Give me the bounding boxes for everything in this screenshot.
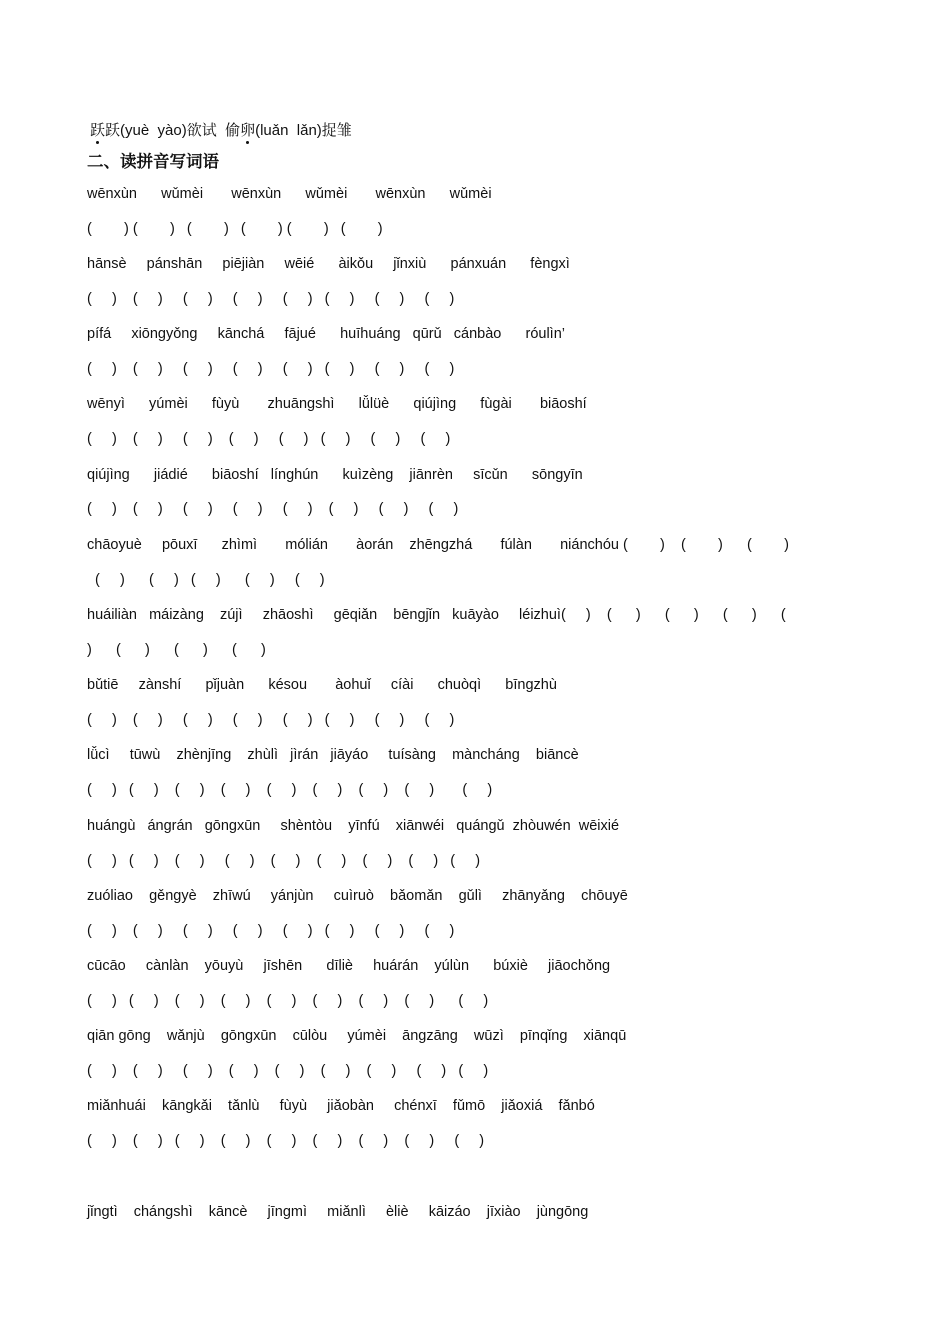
pinyin-row: qiān gōng wǎnjù gōngxūn cūlòu yúmèi āngzāng wūzì pīnqǐng xiānqū (87, 1028, 627, 1044)
pinyin-row: qiújìng jiádié biāoshí línghún kuìzèng jiānrèn sīcǔn sōngyīn (87, 467, 583, 483)
pinyin-row: lǚcì tūwù zhènjīng zhùlì jìrán jiāyáo tuísàng mànchánɡ biāncè (87, 747, 579, 763)
idiom-pronunciation-line (90, 121, 352, 141)
answer-row: ( ) ( ) ( ) ( ) ( ) ( ) (87, 221, 383, 237)
answer-row: ( ) ( ) ( ) ( ) ( ) ( ) ( ) ( ) ( ) (87, 1133, 485, 1149)
pinyin-row: wēnyì yúmèi fùyù zhuāngshì lǚlüè qiújìng fùgài biāoshí (87, 396, 587, 412)
pinyin-row: wēnxùn wǔmèi wēnxùn wǔmèi wēnxùn wǔmèi (87, 186, 492, 202)
idiom-text: 偷 (225, 122, 241, 139)
answer-row: ( ) ( ) ( ) ( ) ( ) ( ) ( ) ( ) ( ) (87, 1063, 489, 1079)
section-title: 二、读拼音写词语 (87, 153, 219, 171)
pinyin-row: chāoyuè pōuxī zhìmì mólián àorán zhēngzhá fúlàn niánchóu ( ) ( ) ( ) (87, 537, 789, 553)
answer-row: ( ) ( ) ( ) ( ) ( ) (87, 572, 325, 588)
answer-row: ( ) ( ) ( ) ( ) ( ) ( ) ( ) ( ) (87, 431, 451, 447)
pinyin-row: jǐngtì chángshì kāncè jīngmì miǎnlì èliè kāizáo jīxiào jùngōng (87, 1204, 589, 1220)
answer-row: ) ( ) ( ) ( ) (87, 642, 266, 658)
pinyin-row: hānsè pánshān piējiàn wēié àikǒu jǐnxiù pánxuán fèngxì (87, 256, 570, 272)
answer-row: ( ) ( ) ( ) ( ) ( ) ( ) ( ) ( ) (87, 291, 455, 307)
dotted-char: 卵 (240, 122, 256, 139)
answer-row: ( ) ( ) ( ) ( ) ( ) ( ) ( ) ( ) ( ) (87, 782, 493, 798)
answer-row: ( ) ( ) ( ) ( ) ( ) ( ) ( ) ( ) (87, 923, 455, 939)
answer-row: ( ) ( ) ( ) ( ) ( ) ( ) ( ) ( ) (87, 712, 455, 728)
pinyin-row: zuóliao gěngyè zhīwú yánjùn cuìruò bǎomǎn gǔlì zhānyǎng chōuyē (87, 888, 628, 904)
dotted-char: 跃 (90, 122, 106, 139)
pinyin-row: huángù ángrán gōngxūn shèntòu yīnfú xiānwéi quángǔ zhòuwén wēixié (87, 818, 620, 834)
pinyin-row: huáiliàn máizàng zújì zhāoshì gēqiǎn bēngjǐn kuāyào léizhuì( ) ( ) ( ) ( ) ( (87, 607, 786, 623)
pinyin-row: miǎnhuái kāngkǎi tǎnlù fùyù jiǎobàn chénxī fǔmō jiǎoxiá fǎnbó (87, 1098, 595, 1114)
answer-row: ( ) ( ) ( ) ( ) ( ) ( ) ( ) ( ) ( ) (87, 853, 481, 869)
idiom-text: (luǎn lǎn)捉雏 (255, 122, 352, 139)
idiom-text: 跃(yuè yào)欲试 (105, 122, 221, 139)
pinyin-row: cūcāo cànlàn yōuyù jīshēn dīliè huárán yúlùn búxiè jiāochǒng (87, 958, 611, 974)
answer-row: ( ) ( ) ( ) ( ) ( ) ( ) ( ) ( ) ( ) (87, 993, 489, 1009)
answer-row: ( ) ( ) ( ) ( ) ( ) ( ) ( ) ( ) (87, 501, 459, 517)
answer-row: ( ) ( ) ( ) ( ) ( ) ( ) ( ) ( ) (87, 361, 455, 377)
pinyin-row: bǔtiē zànshí pǐjuàn késou àohuǐ cíài chuòqì bīngzhù (87, 677, 557, 693)
pinyin-row: pífá xiōngyǒng kānchá fājué huīhuáng qūrǔ cánbào róulìn’ (87, 326, 565, 342)
